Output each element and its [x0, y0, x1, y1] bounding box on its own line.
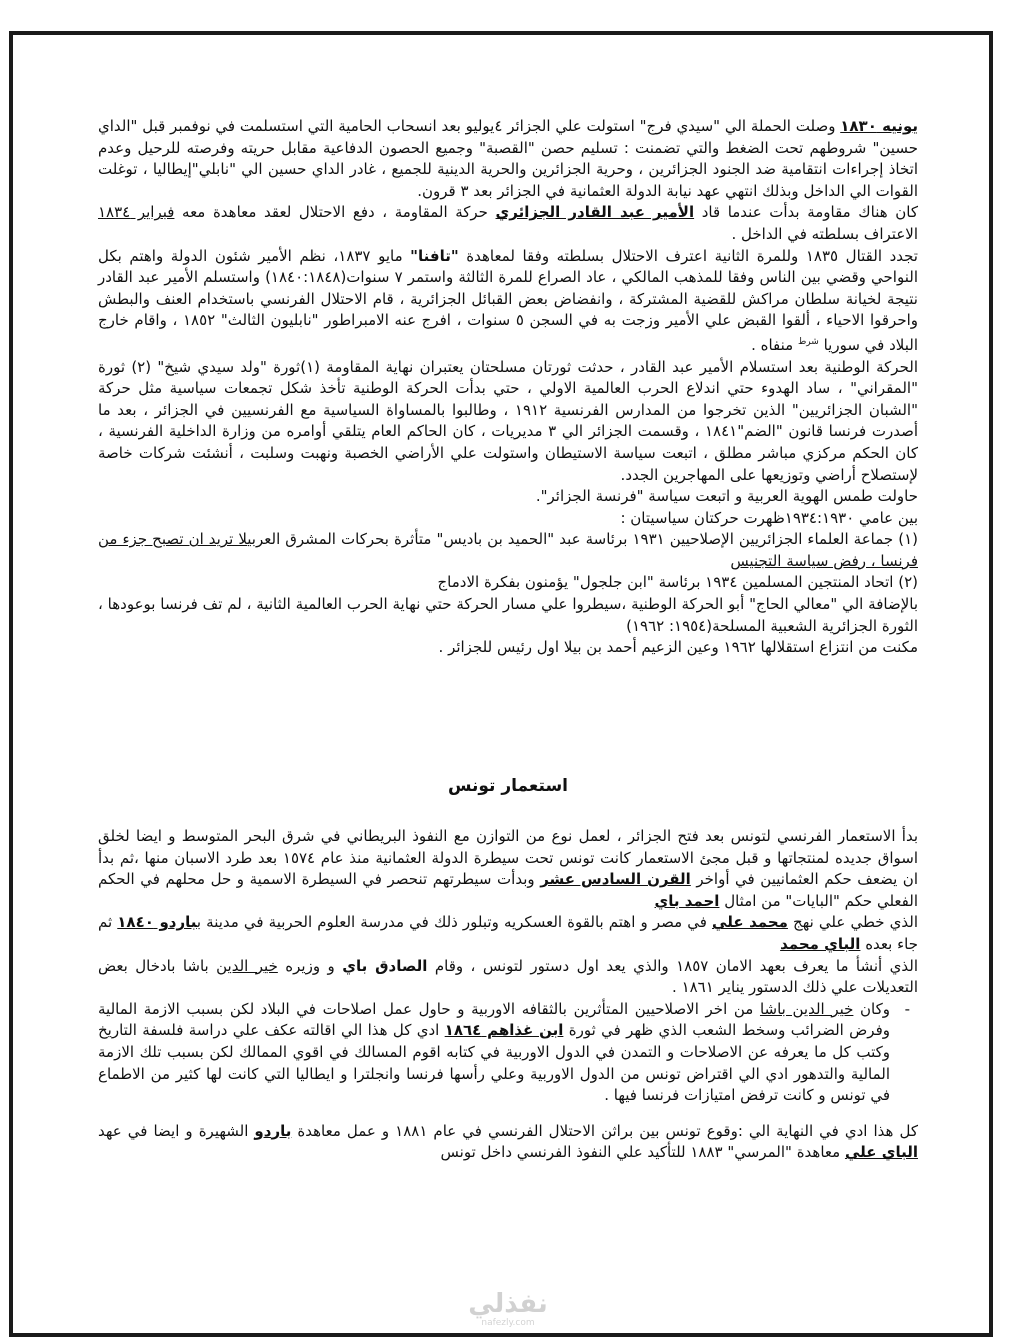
name-highlight: محمد علي — [712, 913, 788, 932]
watermark-latin: nafezly.com — [481, 1318, 535, 1328]
text: كان هناك مقاومة بدأت عندما قاد — [694, 203, 918, 222]
spacer — [98, 1107, 918, 1121]
event-highlight: ابن غذاهم ١٨٦٤ — [444, 1021, 564, 1040]
treaty-name: "تافنا" — [410, 246, 459, 265]
name-highlight: الأمير عبد القادر الجزائري — [495, 203, 695, 222]
name-highlight: الباي محمد — [780, 934, 861, 953]
text: الشهيرة و ايضا في عهد — [98, 1121, 255, 1140]
text: وصلت الحملة الي "سيدي فرج" استولت علي الجزائر ٤يوليو بعد انسحاب الحامية التي استسلمت في نوفمبر قبل "الداي حسين" شروطهم تحت الضغط والتي تضمنت : تسليم حصن "القصبة" وجميع الحصون الدفاعية مقابل حريته وفرصته للرحيل وعدم اتخاذ إجراءات انتقامية ضد الجنود الجزائرين ، وحرية الجزائرين والحرية الدينية للجميع ، غادر الداي حسين الي "نابلي"إيطاليا ، توغلت القوات الي الداخل وبذلك انتهي عهد نيابة الدولة العثمانية في الجزائر بعد ٣ قرون. — [98, 117, 918, 200]
text: باشا بادخال بعض التعديلات علي ذلك الدستور يناير ١٨٦١ . — [98, 956, 918, 997]
superscript-note: شرط — [797, 336, 819, 347]
paragraph-3 — [98, 246, 918, 357]
text: بدأ الاستعمار الفرنسي لتونس بعد فتح الجزائر ، لعمل نوع من التوازن مع النفوذ البريطاني في شرق البحر المتوسط و ايضا لخلق اسواق جديده لمنتجاتها و قبل مجئ الاستعمار كانت تونس تحت سيطرة الدولة العثمانية منذ عام ١٥٧٤ بعد طرد الاسبان منها ،ثم بدأ ان يضعف حكم العثمانيين في أواخر — [98, 827, 918, 889]
paragraph-14 — [98, 1121, 918, 1164]
watermark-arabic: نفذلي — [468, 1289, 548, 1319]
date-highlight: يونيه ١٨٣٠ — [840, 117, 918, 135]
text: ثم جاء بعده — [98, 913, 918, 953]
paragraph-7 — [98, 529, 918, 572]
text: كل هذا ادي في النهاية الي :وقوع تونس بين براثن الاحتلال الفرنسي في عام ١٨٨١ و عمل معاهدة — [291, 1121, 918, 1140]
paragraph-10: مكنت من انتزاع استقلالها ١٩٦٢ وعين الزعيم أحمد بن بيلا اول رئيس للجزائر . — [438, 638, 918, 657]
name-highlight: خير الدين باشا — [759, 999, 854, 1018]
name-highlight: احمد باي — [654, 891, 720, 910]
era-highlight: القرن السادس عشر — [540, 870, 691, 889]
name-highlight: الصادق باي — [342, 956, 428, 975]
paragraph-11 — [98, 826, 918, 912]
text: منفاه . — [751, 335, 798, 354]
paragraph-13 — [98, 956, 918, 999]
text: و وزيره — [277, 956, 343, 975]
name-highlight: خير الدين — [216, 956, 278, 975]
treaty-highlight: باردو — [254, 1121, 292, 1140]
paragraph-4: الحركة الوطنية بعد استسلام الأمير عبد القادر ، حدثت ثورتان مسلحتان يعتبران نهاية المقاومة (١)ثورة "ولد سيدي شيخ" (٢) ثورة "المقراني" ، ساد الهدوء حتي اندلاع الحرب العالمية الاولي ، حتي بدأت الحركة الوطنية تأخذ شكل تجمعات سياسية مثل حركة "الشبان الجزائريين" الذين تخرجوا من المدارس الفرنسية ١٩١٢ ، وطالبوا بالمساواة السياسية مع الفرنسيين في الجزائر ، بعد ما أصدرت فرنسا قانون "الضم"١٨٤١ ، وقسمت الجزائر الي ٣ مديريات ، كان الحاكم العام يتلقي أوامره من وزارة الداخلية الفرنسية ، كان الحكم مركزي مباشر مطلق ، اتبعت سياسة الاستيطان واستولت علي الأراضي الخصبة ونهبت وسلبت ، أنشئت شركات خاصة لإستصلاح أراضي وتوزيعها على المهاجرين الجدد. — [98, 357, 919, 484]
text: ادي كل هذا الي اقالته عكف علي دراسة فلسفة التاريخ وكتب كل ما يعرفه عن الاصلاحات و التمدن في الدول الاوربية في كتابه اقوم المسالك في اقوي الممالك لكن بسبب تلك الازمة المالية والتدهور ادي الي اقتراض تونس من الدول الاوربية وعلي رأسها فرنسا وانجلترا و ايطاليا التي كانت لها كثير من الاطماع في تونس و كانت ترفض امتيازات فرنسا فيها . — [98, 1021, 890, 1105]
text: الاعتراف بسلطته في الداخل . — [731, 224, 918, 243]
text: وكان — [853, 999, 891, 1018]
paragraph-9: بالإضافة الي "معالي الحاج" أبو الحركة الوطنية ،سيطروا علي مسار الحركة حتي نهاية الحرب العالمية الثانية ، لم تف فرنسا بوعودها ، الثورة الجزائرية الشعبية المسلحة(١٩٥٤: ١٩٦٢) — [98, 595, 918, 635]
paragraph-2 — [98, 202, 918, 245]
place-highlight: باردو ١٨٤٠ — [117, 913, 197, 932]
date-highlight: فبراير ١٨٣٤ — [98, 203, 175, 222]
text: من اخر الاصلاحيين المتأثرين بالثقافه الاوربية و حاول عمل اصلاحات في البلاد لكن بسبب الازمة المالية وفرض الضرائب وسخط الشعب الذي ظهر في ثورة — [98, 999, 890, 1040]
text: حركة المقاومة ، دفع الاحتلال لعقد معاهدة معه — [174, 203, 496, 222]
paragraph-12 — [98, 912, 918, 955]
text: الذي أنشأ ما يعرف بعهد الامان ١٨٥٧ والذي يعد اول دستور لتونس ، وقام — [427, 956, 918, 975]
text: في مصر و اهتم بالقوة العسكريه وتبلور ذلك في مدرسة العلوم الحربية في مدينة ب — [196, 913, 713, 932]
bullet-dash: - — [904, 999, 910, 1018]
paragraph-5: حاولت طمس الهوية العربية و اتبعت سياسة "فرنسة الجزائر". — [535, 487, 918, 506]
bullet-paragraph — [98, 999, 918, 1107]
tunisia-section — [98, 826, 918, 1164]
paragraph-8: (٢) اتحاد المنتجين المسلمين ١٩٣٤ برئاسة "ابن جلجول" يؤمنون بفكرة الادماج — [437, 573, 918, 592]
text: وبدأت سيطرتهم تنحصر في السيطرة الاسمية و حل محلهم في الحكم الفعلي حكم "البايات" من امثال — [98, 870, 918, 910]
underlined-text: لا تريد ان تصبح جزء من فرنسا ، رفض سياسة التجنيس — [98, 530, 918, 570]
text: الذي خطي علي نهج — [787, 913, 918, 932]
text: (١) جماعة العلماء الجزائريين الإصلاحيين ١٩٣١ برئاسة عبد "الحميد بن باديس" متأثرة بحركات المشرق العربي — [247, 530, 919, 549]
name-highlight: الباي علي — [844, 1143, 918, 1162]
paragraph-1 — [98, 116, 918, 202]
text: تجدد القتال ١٨٣٥ وللمرة الثانية اعترف الاحتلال بسلطته وفقا لمعاهدة — [458, 246, 918, 265]
section-title: استعمار تونس — [447, 776, 569, 796]
algeria-section — [98, 116, 918, 659]
paragraph-6: بين عامي ١٩٣٤:١٩٣٠ظهرت حركتان سياسيتان : — [620, 508, 918, 527]
text: مايو ١٨٣٧، نظم الأمير شئون الدولة واهتم بكل النواحي وقضي بين الناس وفقا للمذهب المالكي ، عاد الصراع للمرة الثالثة واستمر ٧ سنوات(١٨٤٠:١٨٤٨) واستسلم الأمير عبد القادر نتيجة لخيانة سلطان مراكش للقضية المشتركة ، وانفضاض بعض القبائل الجزائرية ، قام الاحتلال الفرنسي باستخدام العنف والبطش واحرقوا الاحياء ، ألقوا القبض علي الأمير وزجت به في السجن ٥ سنوات ، افرج عنه الامبراطور "نابليون الثالث" ١٨٥٢ ، واقام خارج البلاد في سوريا — [98, 246, 919, 354]
watermark-logo — [438, 1290, 578, 1330]
text: معاهدة "المرسي" ١٨٨٣ للتأكيد علي النفوذ الفرنسي داخل تونس — [440, 1143, 845, 1162]
